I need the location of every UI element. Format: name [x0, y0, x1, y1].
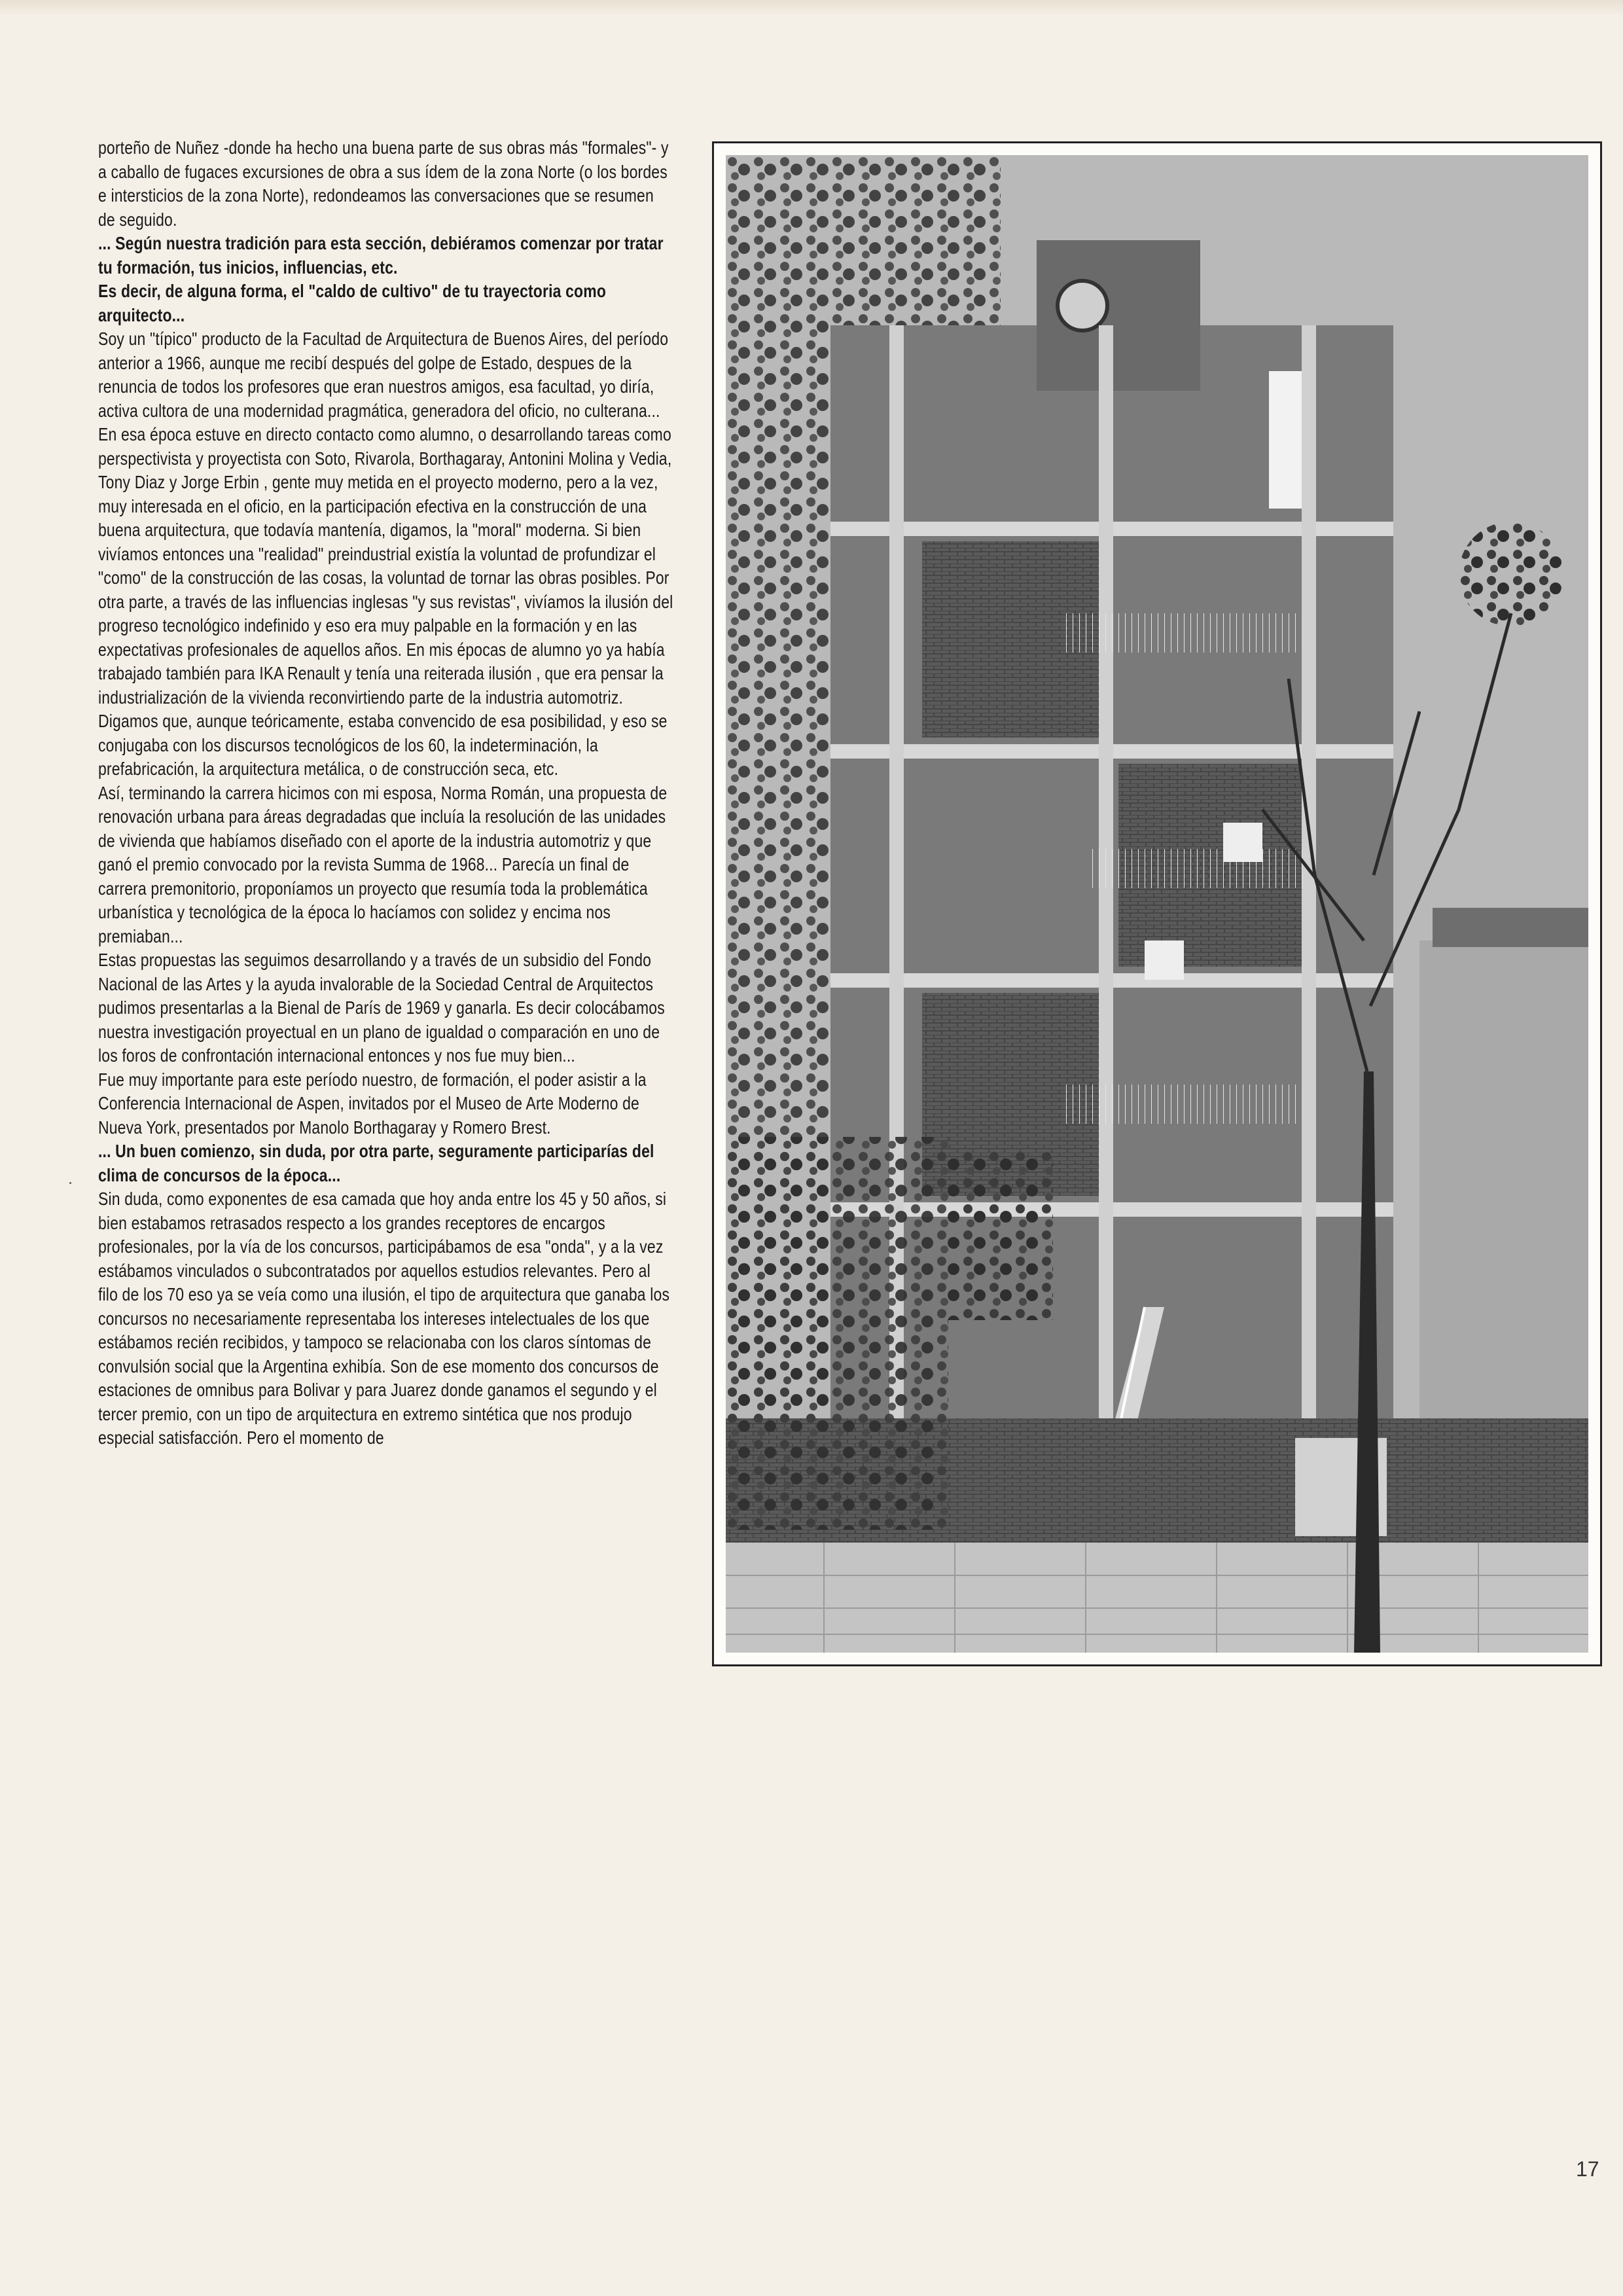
- answer-paragraph: Fue muy importante para este período nuestro, de formación, el poder asistir a la Conferencia Internacional de Aspen, invitados por el Museo de Arte Moderno de Nueva York, presentados por Manolo Borthagaray y Romero Brest.: [98, 1069, 647, 1138]
- building-photo-illustration: [726, 155, 1588, 1653]
- balcony-railing: [1066, 613, 1302, 653]
- question-caldo-de-cultivo: Es decir, de alguna forma, el "caldo de cultivo" de tu trayectoria como arquitecto...: [98, 281, 607, 325]
- balcony-railing: [1066, 1085, 1302, 1124]
- answer-paragraph: Soy un "típico" producto de la Facultad de Arquitectura de Buenos Aires, del período anterior a 1966, aunque me recibí después del golpe de Estado, despues de la renuncia de todos los profesores que eran nuestros amigos, esa facultad, yo diría, activa cultora de una modernidad pragmática, generadora del oficio, no culterana...: [98, 329, 669, 421]
- balcony-railing: [1092, 849, 1308, 888]
- page-top-edge: [0, 0, 1623, 16]
- right-roof: [1433, 908, 1588, 947]
- round-window: [1058, 281, 1107, 331]
- article-text-column: [98, 136, 674, 1450]
- answer-paragraph: Así, terminando la carrera hicimos con mi esposa, Norma Román, una propuesta de renovación urbana para áreas degradadas que incluía la resolución de las unidades de vivienda que habíamos diseñado con el aporte de la industria automotriz y que ganó el premio convocado por la revista Summa de 1968... Parecía un final de carrera premonitorio, proponíamos un proyecto que resumía toda la problemática urbanística y tecnológica de la época lo hacíamos con solidez y encima nos premiaban...: [98, 782, 668, 946]
- palm-tree: [948, 1150, 1053, 1320]
- answer-paragraph: En esa época estuve en directo contacto como alumno, o desarrollando tareas como perspectivista y proyectista con Soto, Rivarola, Borthagaray, Antonini Molina y Vedia, Tony Diaz y Jorge Erbin , gente muy metida en el proyecto moderno, pero a la vez, muy interesada en el oficio, en la participación efectiva en la construcción de una buena arquitectura, que todavía mantenía, digamos, la "moral" moderna. Si bien vivíamos entonces una "realidad" preindustrial existía la voluntad de profundizar el "como" de la construcción de las cosas, la voluntad de tornar las obras posibles. Por otra parte, a través de las influencias inglesas "y sus revistas", vivíamos la ilusión del progreso tecnológico indefinido y eso era muy palpable en la formación y en las expectativas profesionales de aquellos años. En mis épocas de alumno yo ya había trabajado también para IKA Renault y tenía una reiterada ilusión , que era pensar la industrialización de la vivienda reconvirtiendo parte de la industria automotriz. Digamos que, aunque teóricamente, estaba convencido de esa posibilidad, y eso se conjugaba con los discursos tecnológicos de los 60, la indeterminación, la prefabricación, la arquitectura metálica, o de construcción seca, etc.: [98, 424, 673, 779]
- facade-window: [1223, 823, 1262, 862]
- answer-paragraph: Estas propuestas las seguimos desarrollando y a través de un subsidio del Fondo Nacional de las Artes y la ayuda invalorable de la Sociedad Central de Arquitectos pudimos presentarlas a la Bienal de París de 1969 y ganarla. Es decir colocábamos nuestra investigación proyectual en un plano de igualdad o comparación en uno de los foros de confrontación internacional entonces y nos fue muy bien...: [98, 950, 665, 1066]
- answer-paragraph: Sin duda, como exponentes de esa camada que hoy anda entre los 45 y 50 años, si bien estabamos retrasados respecto a los grandes receptores de encargos profesionales, por la vía de los concursos, participábamos de esa "onda", y a la vez estábamos vinculados o subcontratados por aquellos estudios relevantes. Pero al filo de los 70 eso ya se veía como una ilusión, el tipo de arquitectura que ganaba los concursos no necesariamente representaba los intereses intelectuales de los que estábamos recién recibidos, y tampoco se relacionaba con los claros síntomas de convulsión social que la Argentina exhibía. Son de ese momento dos concursos de estaciones de omnibus para Bolivar y para Juarez donde ganamos el segundo y el tercer premio, con un tipo de arquitectura en extremo sintética que nos produjo especial satisfacción. Pero el momento de: [98, 1189, 670, 1448]
- question-formation: ... Según nuestra tradición para esta sección, debiéramos comenzar por tratar tu formación, tus inicios, influencias, etc.: [98, 233, 664, 278]
- facade-window: [1145, 941, 1184, 980]
- left-tree-trunk-foliage: [726, 1137, 948, 1530]
- photo-frame: [712, 141, 1602, 1666]
- question-concursos: ... Un buen comienzo, sin duda, por otra parte, seguramente participarías del clima de concursos de la época...: [98, 1141, 654, 1185]
- paragraph-intro: porteño de Nuñez -donde ha hecho una buena parte de sus obras más "formales"- y a caballo de fugaces excursiones de obra a sus ídem de la zona Norte (o los bordes e intersticios de la zona Norte), redondeamos las conversaciones que se resumen de seguido.: [98, 137, 669, 230]
- sidewalk: [726, 1543, 1588, 1653]
- tall-window: [1269, 371, 1302, 509]
- page-number: 17: [1576, 2157, 1599, 2181]
- stray-mark: [69, 1182, 71, 1184]
- building-photo: [726, 155, 1588, 1653]
- street-tree-foliage: [1459, 522, 1563, 626]
